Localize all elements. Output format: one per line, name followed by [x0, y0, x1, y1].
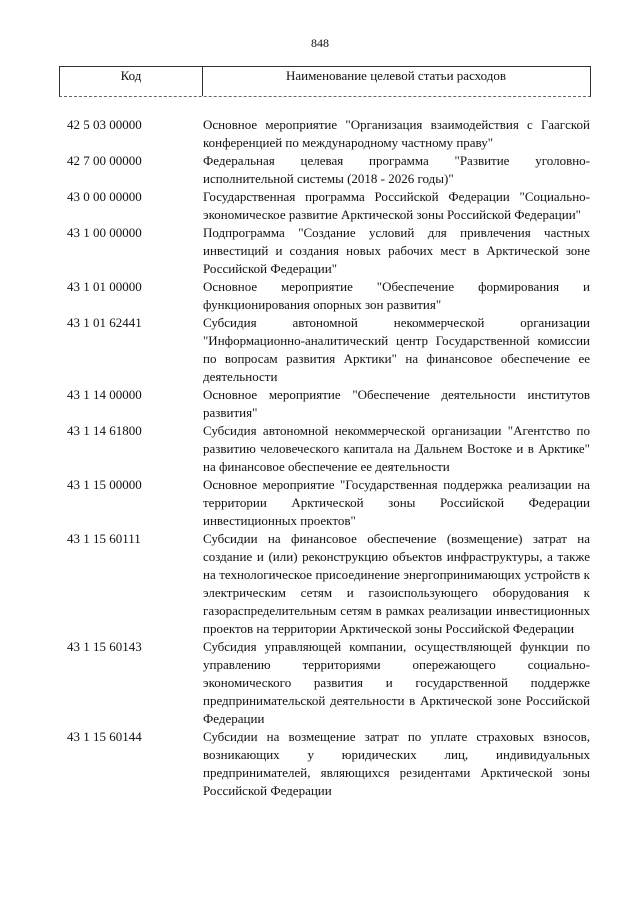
row-name: Субсидии на финансовое обеспечение (возмещение) затрат на создание и (или) реконструкцию объектов инфраструктуры, а также на технологическое присоединение энергопринимающих устройств к электрическим сетям и газоиспользующего оборудования к газораспределительным сетям в рамках реализации инвестиционных проектов на территории Арктической зоны Российской Федерации — [203, 531, 590, 636]
table-row — [67, 116, 590, 152]
table-row — [67, 278, 590, 314]
table-row — [67, 422, 590, 476]
row-code: 43 1 00 00000 — [67, 225, 142, 240]
row-code: 43 1 15 60144 — [67, 729, 142, 744]
table-row — [67, 386, 590, 422]
row-name: Основное мероприятие "Обеспечение деятельности институтов развития" — [203, 387, 590, 420]
table-row — [67, 530, 590, 638]
table-row — [67, 728, 590, 800]
page-number: 848 — [311, 36, 329, 50]
row-name: Субсидия автономной некоммерческой организации "Агентство по развитию человеческого капитала на Дальнем Востоке и в Арктике" на финансовое обеспечение ее деятельности — [203, 423, 590, 474]
table-row — [67, 476, 590, 530]
row-code: 43 1 01 62441 — [67, 315, 142, 330]
row-code: 43 1 15 60111 — [67, 531, 141, 546]
row-name: Основное мероприятие "Государственная поддержка реализации на территории Арктической зоны Российской Федерации инвестиционных проектов" — [203, 477, 590, 528]
row-name: Государственная программа Российской Федерации "Социально-экономическое развитие Арктической зоны Российской Федерации" — [203, 189, 590, 222]
row-name: Подпрограмма "Создание условий для привлечения частных инвестиций и создания новых рабочих мест в Арктической зоне Российской Федерации" — [203, 225, 590, 276]
table-row — [67, 224, 590, 278]
row-name: Субсидия управляющей компании, осуществляющей функции по управлению территориями опережающего социально-экономического развития и государственной поддержке предпринимательской деятельности в Арктической зоне Российской Федерации — [203, 639, 590, 726]
column-header-code: Код — [60, 67, 203, 96]
table-row — [67, 152, 590, 188]
table-body — [67, 116, 590, 800]
row-code: 43 0 00 00000 — [67, 189, 142, 204]
row-code: 42 5 03 00000 — [67, 117, 142, 132]
table-header — [59, 66, 591, 97]
table-row — [67, 638, 590, 728]
row-code: 43 1 15 60143 — [67, 639, 142, 654]
table-row — [67, 188, 590, 224]
row-code: 43 1 14 61800 — [67, 423, 142, 438]
row-name: Субсидия автономной некоммерческой организации "Информационно-аналитический центр Государственной комиссии по вопросам развития Арктики" на финансовое обеспечение ее деятельности — [203, 315, 590, 384]
row-code: 43 1 14 00000 — [67, 387, 142, 402]
row-name: Субсидии на возмещение затрат по уплате страховых взносов, возникающих у юридических лиц, индивидуальных предпринимателей, являющихся резидентами Арктической зоны Российской Федерации — [203, 729, 590, 798]
row-code: 42 7 00 00000 — [67, 153, 142, 168]
row-name: Основное мероприятие "Обеспечение формирования и функционирования опорных зон развития" — [203, 279, 590, 312]
row-code: 43 1 15 00000 — [67, 477, 142, 492]
row-name: Основное мероприятие "Организация взаимодействия с Гаагской конференцией по международному частному праву" — [203, 117, 590, 150]
row-code: 43 1 01 00000 — [67, 279, 142, 294]
column-header-name: Наименование целевой статьи расходов — [285, 68, 507, 83]
row-name: Федеральная целевая программа "Развитие уголовно-исполнительной системы (2018 - 2026 годы)" — [203, 153, 590, 186]
table-row — [67, 314, 590, 386]
